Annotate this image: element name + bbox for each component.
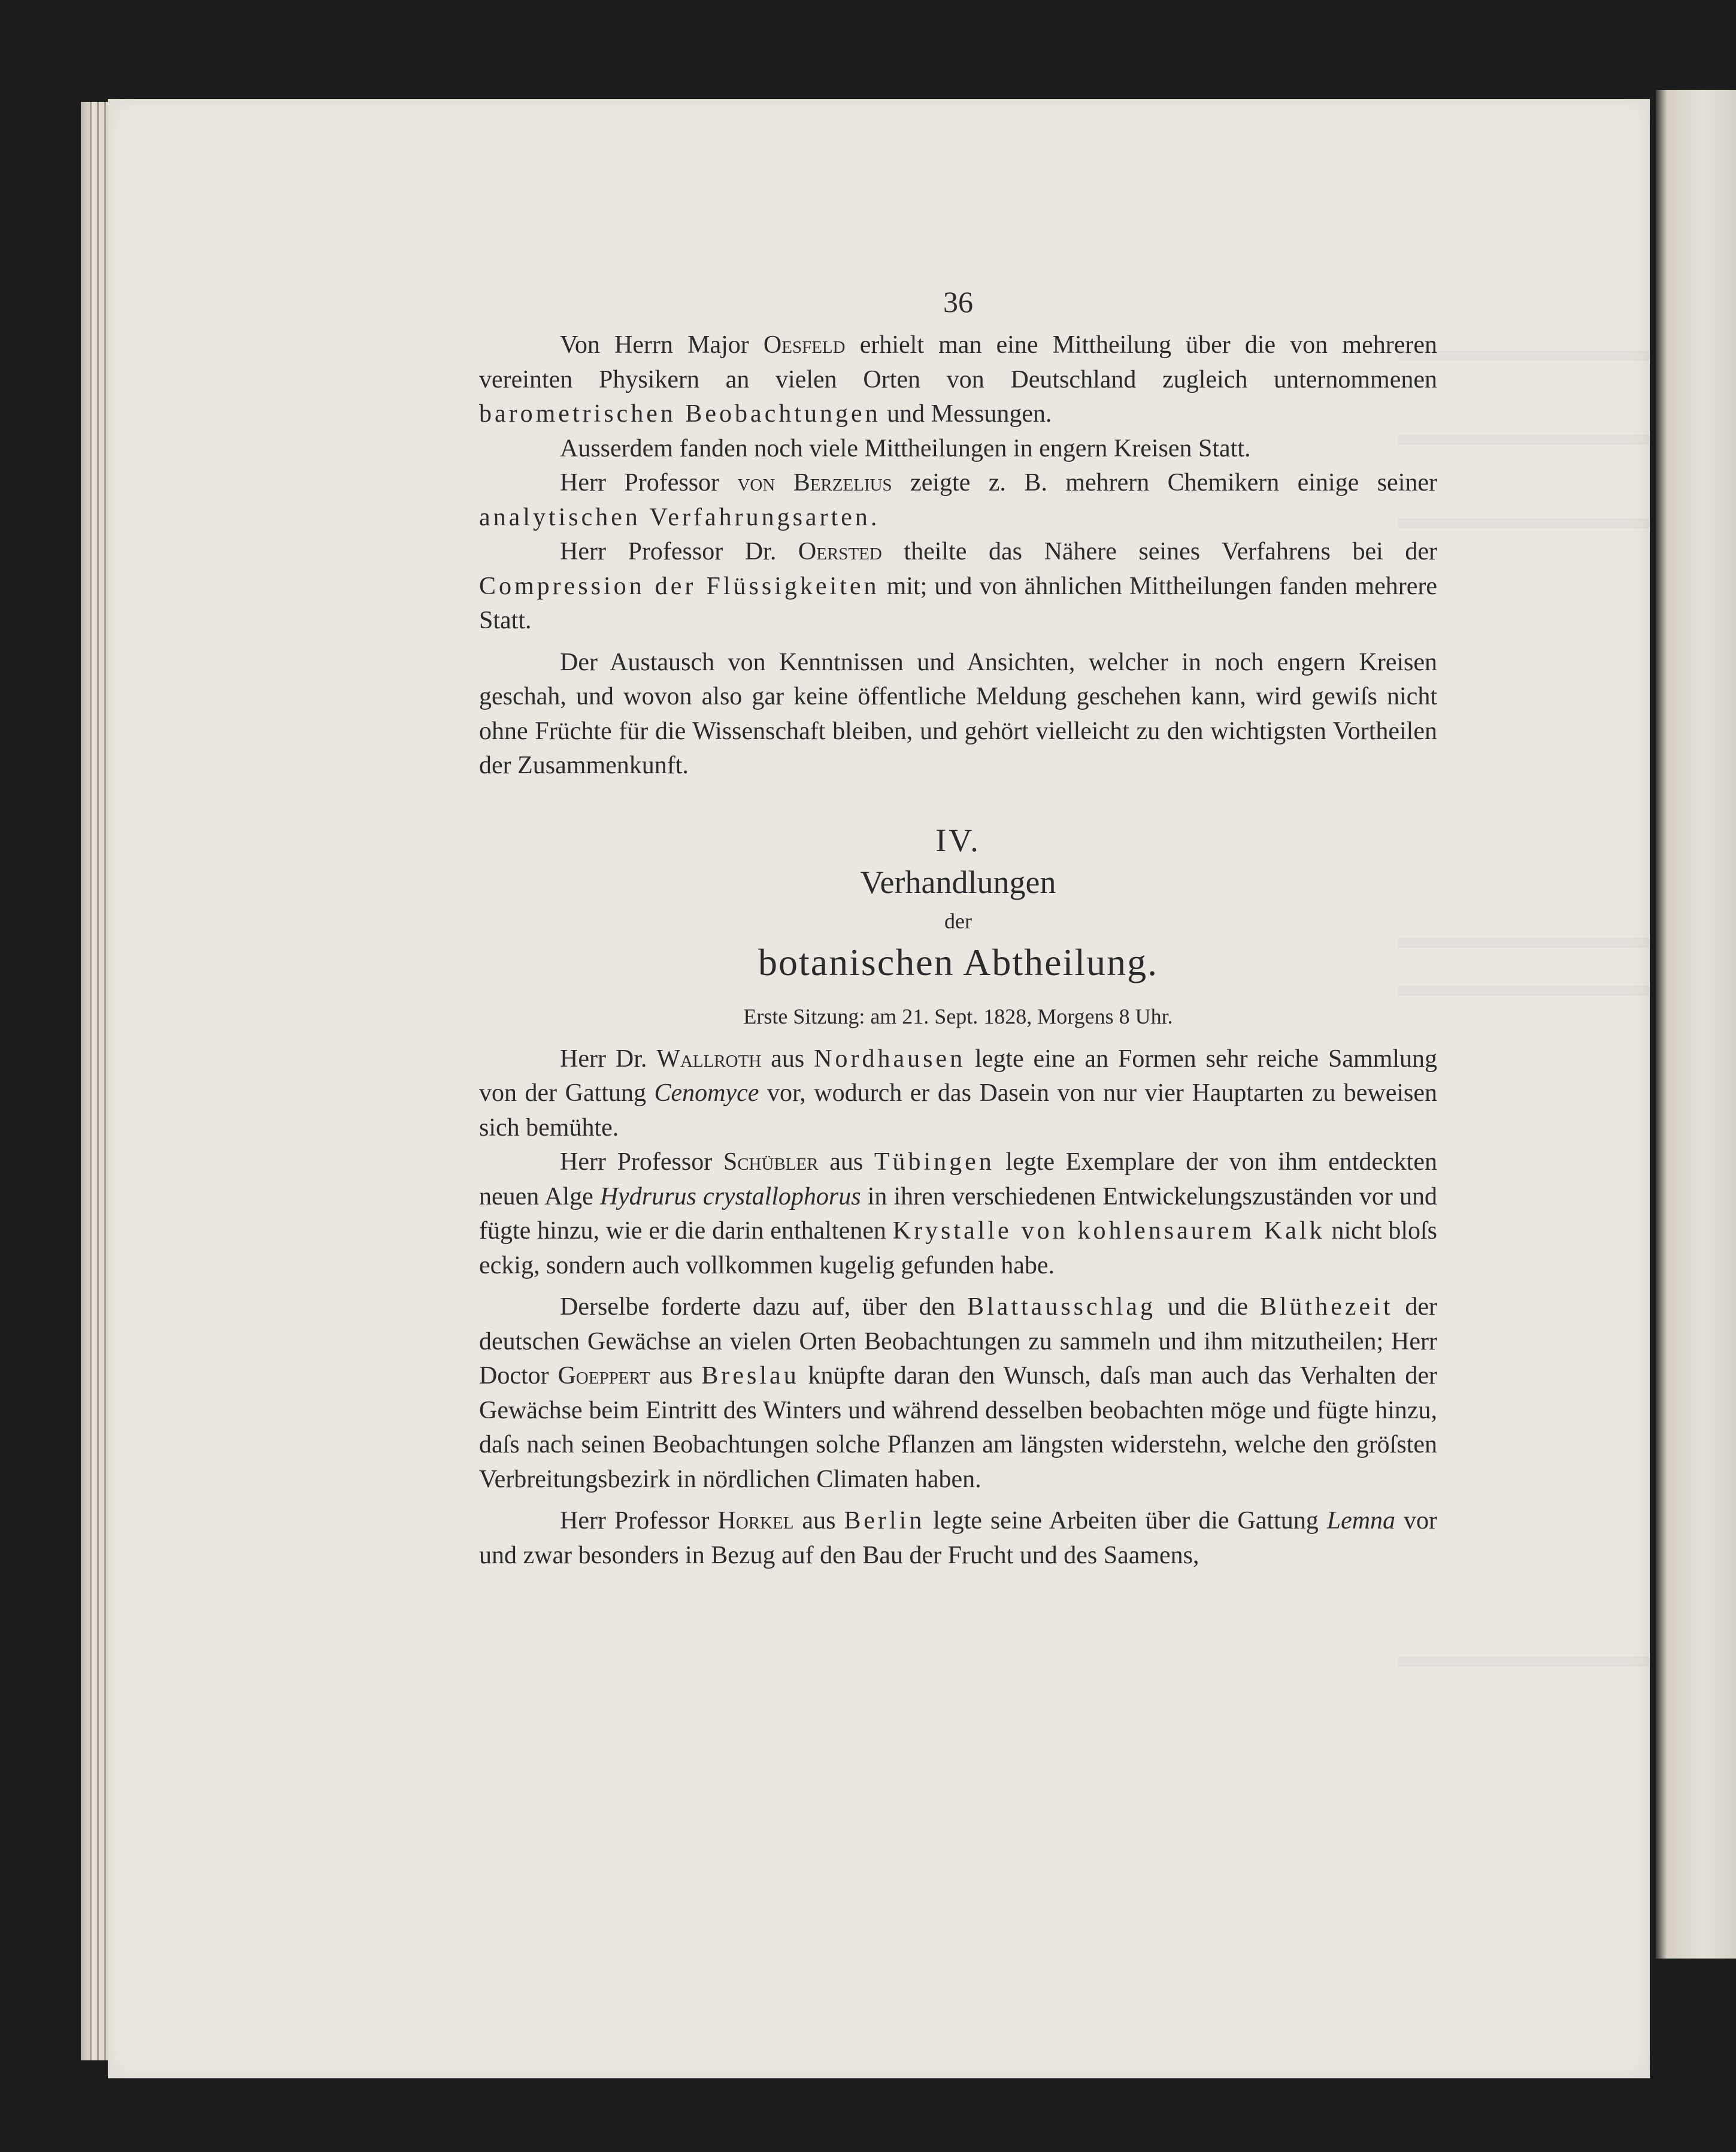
paragraph-text: aus bbox=[818, 1148, 874, 1176]
page-text-block bbox=[479, 276, 1437, 1573]
section-paragraphs bbox=[479, 1042, 1437, 1573]
paragraph-text: Goeppert bbox=[558, 1362, 650, 1390]
paragraph-gap bbox=[479, 638, 1437, 646]
paragraph-text: Herr Professor bbox=[560, 1148, 723, 1176]
paragraph-text: Schübler bbox=[723, 1148, 819, 1176]
paragraph-text: Lemna bbox=[1326, 1507, 1396, 1534]
paragraph-text: aus bbox=[793, 1507, 844, 1534]
paragraph-text: Cenomyce bbox=[654, 1079, 759, 1107]
page-edge-line bbox=[97, 102, 99, 2060]
paragraph-text: legte eine an Formen sehr reiche Sammlung von der Gattung bbox=[479, 1045, 1437, 1107]
paragraph-text: Von Herrn Major bbox=[560, 331, 764, 359]
section-number: IV. bbox=[935, 822, 981, 858]
paragraph-text: und die bbox=[1155, 1293, 1260, 1321]
paragraph-text: Blattausschlag bbox=[967, 1293, 1156, 1321]
section-connector: der bbox=[944, 909, 972, 933]
paragraph-text: in ihren verschiedenen Entwickelungszuständen vor und fügte hinzu, wie er die darin enthaltenen bbox=[479, 1182, 1437, 1245]
paragraph-text: aus bbox=[650, 1362, 702, 1390]
paragraph-text: Breslau bbox=[701, 1362, 799, 1390]
paragraph-text: Blüthezeit bbox=[1259, 1293, 1393, 1321]
paragraph-wallroth bbox=[479, 1042, 1437, 1146]
paragraph-text: erhielt man eine Mittheilung über die von mehreren vereinten Physikern an vielen Orten von Deutschland zugleich unternommenen bbox=[479, 331, 1438, 394]
paragraph-text: Oesfeld bbox=[763, 331, 846, 359]
session-line: Erste Sitzung: am 21. Sept. 1828, Morgens 8 Uhr. bbox=[743, 1004, 1173, 1028]
paragraph-gap bbox=[479, 1283, 1437, 1290]
paragraph-text: Derselbe forderte dazu auf, über den bbox=[560, 1293, 968, 1321]
paragraph-text: Ausserdem fanden noch viele Mittheilungen in engern Kreisen Statt. bbox=[560, 434, 1251, 462]
paragraph-text: und Messungen. bbox=[880, 400, 1052, 428]
paragraph-text: Der Austausch von Kenntnissen und Ansichten, welcher in noch engern Kreisen geschah, und wovon also gar keine öffentliche Meldung geschehen kann, wird gewiſs nicht ohne Früchte für die Wissenschaft bleiben, und gehört vielleicht zu den wichtigsten Vortheilen der Zusammenkunft. bbox=[479, 648, 1437, 779]
paragraph-text: Horkel bbox=[717, 1507, 794, 1534]
facing-page-edge bbox=[1656, 90, 1736, 1959]
paragraph-text: aus bbox=[761, 1045, 814, 1073]
paragraph-oesfeld bbox=[479, 328, 1437, 432]
paragraph-text: zeigte z. B. mehrern Chemikern einige seiner bbox=[892, 469, 1437, 497]
paragraph-text: legte seine Arbeiten über die Gattung bbox=[925, 1507, 1327, 1534]
paragraph-derselbe bbox=[479, 1290, 1437, 1497]
paragraph-text: Hydrurus crystallophorus bbox=[599, 1182, 861, 1210]
bleed-through-text bbox=[1398, 1656, 1650, 1667]
paragraph-text: vor, wodurch er das Dasein von nur vier Hauptarten zu beweisen sich bemühte. bbox=[479, 1079, 1437, 1142]
paragraph-text: Herr Professor bbox=[560, 469, 738, 497]
paragraph-text: knüpfte daran den Wunsch, daſs man auch das Verhalten der Gewächse beim Eintritt des Winters und während desselben beobachten möge und fügte hinzu, daſs nach seinen Beobachtungen solche Pflanzen am längsten widerstehn, welche den gröſsten Verbreitungsbezirk in nördlichen Climaten haben. bbox=[479, 1362, 1437, 1493]
paragraph-text: Berlin bbox=[844, 1507, 925, 1534]
paragraph-text: Oersted bbox=[798, 538, 882, 565]
section-subtitle: botanischen Abtheilung. bbox=[758, 940, 1159, 983]
section-title: Verhandlungen bbox=[860, 864, 1056, 900]
book-page-edges bbox=[81, 102, 111, 2060]
paragraph-text: von Berzelius bbox=[737, 469, 892, 497]
paragraph-text: mit; und von ähnlichen Mittheilungen fanden mehrere Statt. bbox=[479, 572, 1437, 634]
paragraph-text: Herr Dr. bbox=[560, 1045, 657, 1073]
section-heading bbox=[479, 819, 1437, 989]
page-edge-line bbox=[90, 102, 92, 2060]
paragraph-text: Krystalle von kohlensaurem Kalk bbox=[892, 1217, 1325, 1245]
paragraph-ausserdem bbox=[479, 432, 1437, 467]
paragraph-text: Tübingen bbox=[874, 1148, 995, 1176]
paragraph-berzelius bbox=[479, 466, 1437, 535]
page-number: 36 bbox=[943, 285, 973, 319]
paragraph-gap bbox=[479, 1497, 1437, 1504]
paragraph-text: . bbox=[870, 503, 877, 531]
paragraph-text: Herr Professor Dr. bbox=[560, 538, 798, 565]
paragraph-text: nicht bloſs eckig, sondern auch vollkommen kugelig gefunden habe. bbox=[479, 1217, 1438, 1279]
paragraph-text: Herr Professor bbox=[560, 1507, 718, 1534]
paragraph-schuebler bbox=[479, 1145, 1437, 1283]
paragraph-text: Wallroth bbox=[656, 1045, 762, 1073]
paragraph-text: Nordhausen bbox=[814, 1045, 966, 1073]
paragraph-text: Compression der Flüssigkeiten bbox=[479, 572, 880, 600]
paragraph-text: legte Exemplare der von ihm entdeckten neuen Alge bbox=[479, 1148, 1437, 1210]
paragraph-text: theilte das Nähere seines Verfahrens bei der bbox=[881, 538, 1437, 565]
paragraph-austausch bbox=[479, 646, 1437, 783]
intro-paragraphs bbox=[479, 328, 1437, 783]
paragraph-text: barometrischen Beobachtungen bbox=[479, 400, 881, 428]
paragraph-text: analytischen Verfahrungsarten bbox=[479, 503, 871, 531]
paragraph-text: vor und zwar besonders in Bezug auf den Bau der Frucht und des Saamens, bbox=[479, 1507, 1437, 1569]
page-edge-line bbox=[104, 102, 106, 2060]
paragraph-oersted bbox=[479, 535, 1437, 638]
paragraph-text: der deutschen Gewächse an vielen Orten Beobachtungen zu sammeln und ihm mitzutheilen; Herr Doctor bbox=[479, 1293, 1437, 1390]
paragraph-horkel bbox=[479, 1504, 1437, 1573]
